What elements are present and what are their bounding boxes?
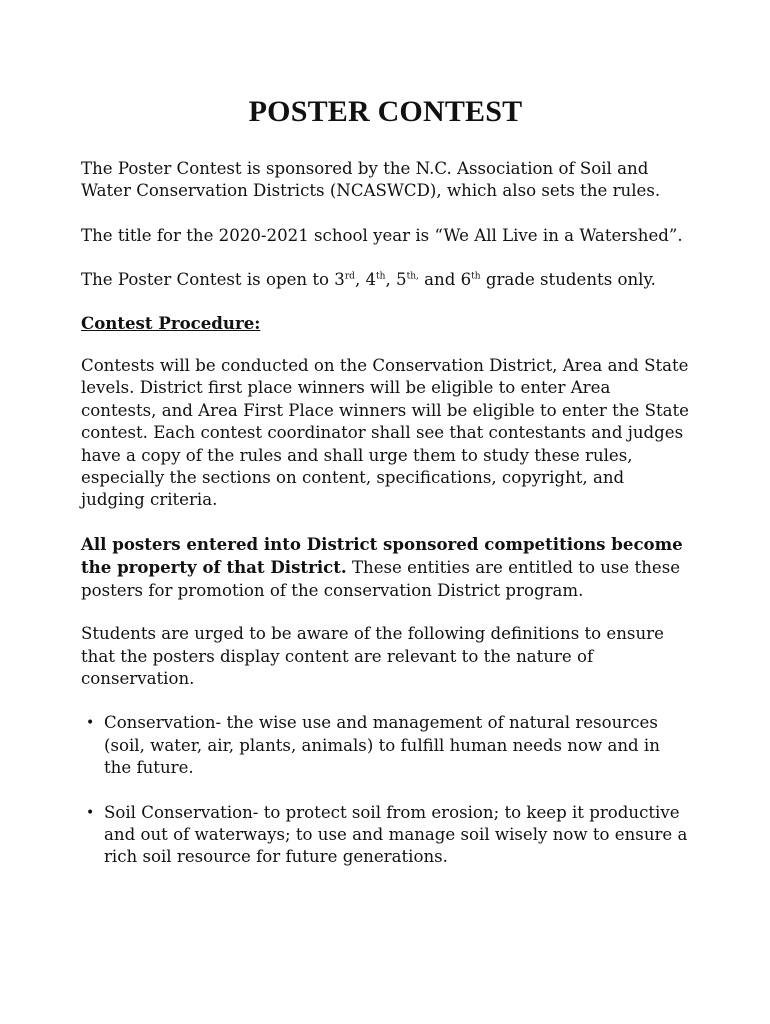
ordinal-suffix: th: [471, 271, 481, 282]
property-paragraph: [81, 533, 690, 602]
eligibility-paragraph: [81, 269, 690, 291]
definitions-list: [81, 712, 690, 868]
property-text: These entities are entitled to use these posters for promotion of the conservation District program.: [81, 558, 681, 600]
definition-text: Conservation- the wise use and management of natural resources (soil, water, air, plants, animals) to fulfill human needs now and in the future.: [104, 713, 660, 778]
ordinal-suffix: th: [376, 271, 386, 282]
ordinal-suffix: th,: [406, 271, 419, 282]
list-item: [86, 712, 690, 779]
procedure-heading: Contest Procedure:: [81, 312, 261, 333]
definition-text: Soil Conservation- to protect soil from erosion; to keep it productive and out of waterways; to use and manage soil wisely now to ensure a rich soil resource for future generations.: [104, 802, 688, 867]
bullet-icon: •: [86, 804, 95, 821]
ordinal-suffix: rd: [344, 271, 355, 282]
theme-paragraph: The title for the 2020-2021 school year is “We All Live in a Watershed”.: [81, 225, 683, 245]
page-title: POSTER CONTEST: [248, 95, 523, 128]
sponsor-paragraph: The Poster Contest is sponsored by the N.C. Association of Soil and Water Conservation Districts (NCASWCD), which also sets the rules.: [81, 159, 661, 201]
procedure-paragraph: Contests will be conducted on the Conservation District, Area and State levels. District first place winners will be eligible to enter Area contests, and Area First Place winners will be eligible to enter the State contest. Each contest coordinator shall see that contestants and judges have a copy of the rules and shall urge them to study these rules, especially the sections on content, specifications, copyright, and judging criteria.: [81, 356, 689, 510]
list-item: [86, 802, 690, 869]
eligibility-text: grade students only.: [480, 270, 656, 290]
eligibility-text: , 4: [354, 270, 377, 290]
definitions-intro-paragraph: Students are urged to be aware of the following definitions to ensure that the posters display content are relevant to the nature of conservation.: [81, 624, 664, 688]
eligibility-text: The Poster Contest is open to 3: [81, 270, 345, 290]
property-bold-text: All posters entered into District sponsored competitions become the property of that District.: [81, 533, 683, 578]
eligibility-text: , 5: [385, 270, 407, 290]
bullet-icon: •: [86, 715, 95, 732]
eligibility-text: and 6: [418, 270, 472, 290]
